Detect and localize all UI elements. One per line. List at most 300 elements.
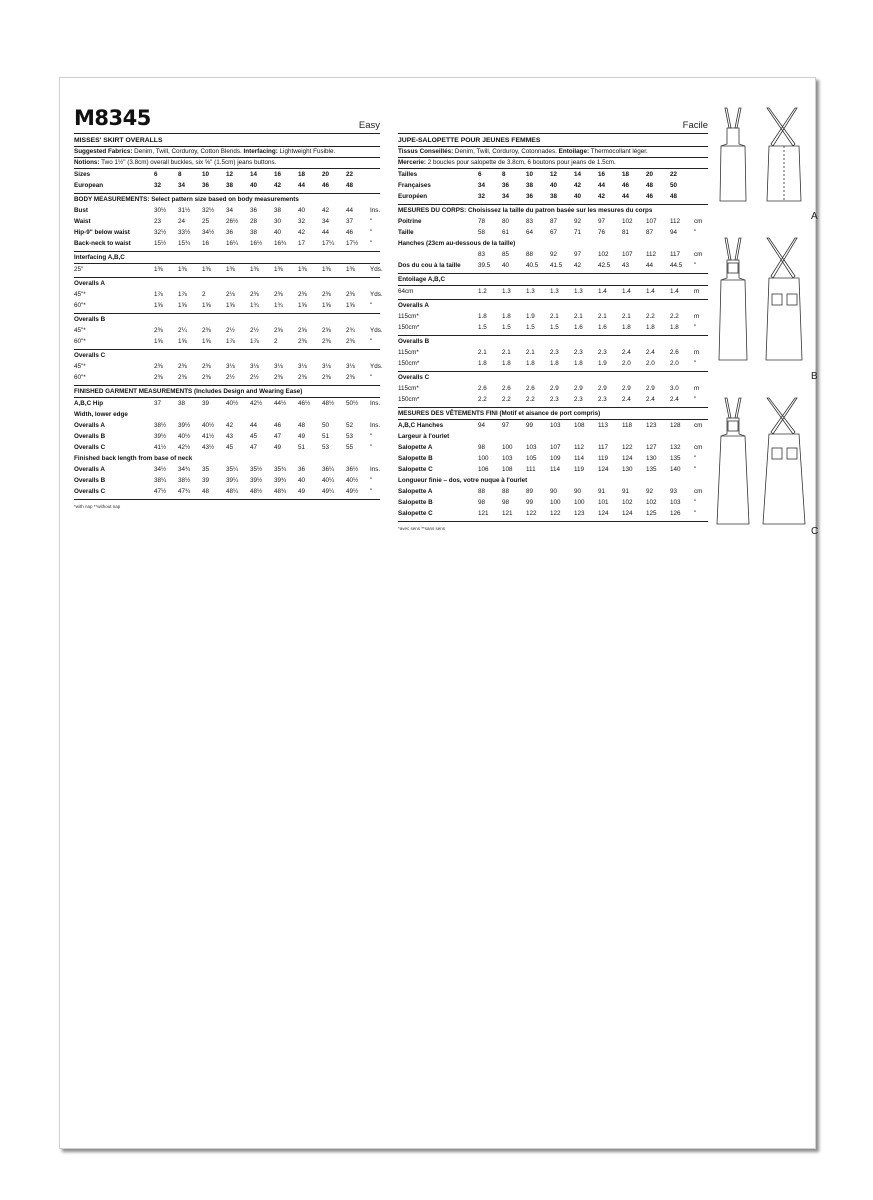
- table-cell: 39½: [154, 433, 167, 440]
- size-table-fr: [398, 169, 708, 205]
- table-cell: 2.1: [478, 349, 487, 356]
- table-cell: 34: [178, 182, 186, 189]
- table-row: [398, 508, 708, 519]
- table-cell: 35½: [250, 466, 263, 473]
- table-cell: 46½: [298, 400, 311, 407]
- row-label: 60"*: [74, 338, 86, 345]
- table-row: [74, 475, 380, 486]
- table-cell: 38½: [178, 477, 191, 484]
- unit-cell: ": [694, 510, 697, 517]
- table-row: [74, 420, 380, 431]
- table-cell: 130: [622, 466, 633, 473]
- table-cell: 10: [202, 171, 210, 178]
- table-cell: 1.2: [478, 288, 487, 295]
- table-cell: 1⅝: [178, 338, 187, 345]
- table-cell: 2.6: [478, 385, 487, 392]
- table-cell: 1⅝: [202, 302, 211, 309]
- finished-measurements-heading: FINISHED GARMENT MEASUREMENTS (Includes Design and Wearing Ease): [74, 386, 380, 398]
- table-cell: 140: [670, 466, 681, 473]
- overalls-a-heading: Overalls A: [74, 280, 105, 287]
- row-label: Bust: [74, 207, 88, 214]
- table-cell: 43: [226, 433, 234, 440]
- table-cell: 15½: [154, 240, 167, 247]
- table-cell: 2.3: [598, 349, 607, 356]
- table-cell: 2⅜: [322, 374, 331, 381]
- table-cell: 38: [526, 182, 534, 189]
- table-cell: 98: [502, 499, 510, 506]
- table-cell: 2½: [250, 327, 259, 334]
- table-cell: 1⅝: [226, 302, 235, 309]
- table-cell: 2.4: [622, 396, 631, 403]
- table-cell: 1⅞: [226, 338, 235, 345]
- unit-cell: ": [370, 433, 373, 440]
- table-cell: 1.6: [574, 324, 583, 331]
- english-header: [74, 106, 380, 134]
- table-cell: 50: [670, 182, 678, 189]
- interfacing-heading-fr: Entoilage A,B,C: [398, 274, 708, 286]
- table-cell: 83: [478, 251, 486, 258]
- table-cell: 91: [622, 488, 630, 495]
- table-cell: 1.5: [526, 324, 535, 331]
- table-cell: 1.4: [622, 288, 631, 295]
- table-cell: 55: [346, 444, 354, 451]
- table-cell: 88: [502, 488, 510, 495]
- table-cell: 1.8: [478, 313, 487, 320]
- table-cell: 94: [478, 422, 486, 429]
- table-cell: 1⅜: [274, 266, 283, 273]
- table-row: [398, 420, 708, 431]
- table-cell: 1¾: [274, 302, 283, 309]
- difficulty-level-fr: Facile: [682, 120, 708, 131]
- row-label: 60"*: [74, 302, 86, 309]
- table-cell: 64: [526, 229, 534, 236]
- table-cell: 1.5: [550, 324, 559, 331]
- table-cell: 41.5: [550, 262, 563, 269]
- table-cell: 28: [250, 218, 258, 225]
- table-cell: 2⅜: [298, 338, 307, 345]
- table-cell: 32: [478, 193, 486, 200]
- unit-cell: cm: [694, 488, 703, 495]
- table-cell: 1.3: [502, 288, 511, 295]
- table-cell: 18: [298, 171, 306, 178]
- table-cell: 1⅝: [322, 302, 331, 309]
- table-cell: 46: [346, 229, 354, 236]
- table-cell: 10: [526, 171, 534, 178]
- table-cell: 2: [274, 338, 278, 345]
- table-cell: 25: [202, 218, 210, 225]
- table-cell: 100: [574, 499, 585, 506]
- table-cell: 92: [550, 251, 558, 258]
- table-cell: 101: [598, 499, 609, 506]
- row-label: 150cm*: [398, 324, 420, 331]
- table-cell: 71: [574, 229, 582, 236]
- table-cell: 2.2: [526, 396, 535, 403]
- unit-cell: ": [370, 488, 373, 495]
- table-cell: 49: [298, 488, 306, 495]
- unit-cell: m: [694, 313, 700, 320]
- table-cell: 46: [322, 182, 330, 189]
- table-cell: 44: [646, 262, 654, 269]
- row-label: Européen: [398, 193, 428, 200]
- table-row: [398, 486, 708, 497]
- table-cell: 6: [154, 171, 158, 178]
- table-cell: 1⅝: [202, 338, 211, 345]
- table-cell: 16: [598, 171, 606, 178]
- table-cell: 2⅜: [202, 363, 211, 370]
- size-table: [74, 169, 380, 194]
- row-label: A,B,C Hanches: [398, 422, 444, 429]
- width-table-fr: [398, 442, 708, 475]
- unit-cell: ": [694, 360, 697, 367]
- table-cell: 1⅜: [346, 266, 355, 273]
- table-cell: 34: [478, 182, 486, 189]
- unit-cell: Yds.: [370, 327, 383, 334]
- table-cell: 2⅛: [226, 291, 235, 298]
- unit-cell: ": [370, 477, 373, 484]
- table-cell: 2⅜: [250, 291, 259, 298]
- unit-cell: cm: [694, 422, 703, 429]
- table-row: [398, 442, 708, 453]
- unit-cell: ": [370, 338, 373, 345]
- unit-cell: ": [694, 229, 697, 236]
- table-cell: 1⅞: [178, 291, 187, 298]
- table-cell: 2.1: [526, 349, 535, 356]
- table-cell: 2⅜: [178, 363, 187, 370]
- table-cell: 1.4: [598, 288, 607, 295]
- french-header: [398, 106, 708, 134]
- unit-cell: Ins.: [370, 466, 381, 473]
- table-cell: 1⅞: [250, 338, 259, 345]
- table-cell: 92: [646, 488, 654, 495]
- difficulty-level: Easy: [358, 120, 380, 131]
- row-label: A,B,C Hip: [74, 400, 104, 407]
- overalls-a-drawing: [715, 106, 807, 216]
- table-cell: 38: [550, 193, 558, 200]
- overalls-b-drawing: [715, 236, 807, 376]
- row-label: 45"*: [74, 291, 86, 298]
- row-label: Salopette A: [398, 488, 433, 495]
- row-label: Salopette C: [398, 510, 433, 517]
- table-row: [398, 322, 708, 333]
- table-cell: 87: [646, 229, 654, 236]
- table-cell: 1.9: [598, 360, 607, 367]
- table-row: [74, 372, 380, 383]
- table-cell: 34: [322, 218, 330, 225]
- table-cell: 2.9: [574, 385, 583, 392]
- table-cell: 46: [646, 193, 654, 200]
- table-cell: 36: [202, 182, 210, 189]
- body-measurements-table: [74, 205, 380, 252]
- table-cell: 20: [322, 171, 330, 178]
- row-label: Back-neck to waist: [74, 240, 131, 247]
- table-cell: 1.8: [502, 313, 511, 320]
- table-cell: 100: [550, 499, 561, 506]
- table-row: [398, 249, 708, 260]
- table-cell: 16¾: [274, 240, 287, 247]
- row-label: Tailles: [398, 171, 418, 178]
- unit-cell: Ins.: [370, 400, 381, 407]
- table-cell: 36: [526, 193, 534, 200]
- table-cell: 39¼: [226, 477, 239, 484]
- row-label: 64cm: [398, 288, 414, 295]
- table-cell: 32½: [202, 207, 215, 214]
- figure-label-b: B: [811, 371, 818, 382]
- table-cell: 2.0: [670, 360, 679, 367]
- table-row: [74, 398, 380, 409]
- table-cell: 1¾: [250, 302, 259, 309]
- table-cell: 48: [298, 422, 306, 429]
- table-row: [74, 336, 380, 347]
- body-measurements-table-fr-2: [398, 249, 708, 274]
- table-cell: 1.4: [670, 288, 679, 295]
- table-cell: 16¼: [226, 240, 239, 247]
- table-cell: 41½: [154, 444, 167, 451]
- table-cell: 39.5: [478, 262, 491, 269]
- table-cell: 3.0: [670, 385, 679, 392]
- table-cell: 40¼: [322, 477, 335, 484]
- table-row: [398, 347, 708, 358]
- table-cell: 37: [346, 218, 354, 225]
- table-cell: 97: [574, 251, 582, 258]
- table-cell: 35¾: [274, 466, 287, 473]
- table-cell: 2⅜: [298, 291, 307, 298]
- row-label: Waist: [74, 218, 91, 225]
- table-cell: 85: [502, 251, 510, 258]
- table-cell: 2¼: [178, 327, 187, 334]
- table-cell: 33½: [178, 229, 191, 236]
- row-label: Overalls A: [74, 466, 105, 473]
- row-label: Overalls C: [74, 444, 106, 451]
- table-cell: 12: [550, 171, 558, 178]
- table-cell: 44: [598, 182, 606, 189]
- table-cell: 2.9: [598, 385, 607, 392]
- table-cell: 36½: [346, 466, 359, 473]
- table-cell: 34: [502, 193, 510, 200]
- interfacing-table: [74, 264, 383, 278]
- table-cell: 2½: [250, 374, 259, 381]
- table-cell: 2⅜: [274, 374, 283, 381]
- table-row: [74, 442, 380, 453]
- pattern-sheet: [59, 77, 819, 1149]
- table-cell: 83: [526, 218, 534, 225]
- table-cell: 36: [502, 182, 510, 189]
- table-cell: 2⅜: [298, 374, 307, 381]
- table-cell: 40: [274, 229, 282, 236]
- row-label: Overalls B: [74, 433, 106, 440]
- table-cell: 8: [178, 171, 182, 178]
- table-cell: 49¼: [322, 488, 335, 495]
- unit-cell: Ins.: [370, 207, 381, 214]
- table-cell: 38: [274, 207, 282, 214]
- overalls-b-heading: Overalls B: [74, 316, 106, 323]
- table-cell: 42½: [178, 444, 191, 451]
- table-cell: 108: [502, 466, 513, 473]
- table-cell: 44: [298, 182, 306, 189]
- table-cell: 124: [622, 455, 633, 462]
- table-cell: 76: [598, 229, 606, 236]
- table-cell: 2.2: [670, 313, 679, 320]
- table-cell: 30: [274, 218, 282, 225]
- row-label: Hip-9" below waist: [74, 229, 130, 236]
- table-cell: 2.1: [574, 313, 583, 320]
- row-label: Overalls B: [74, 477, 106, 484]
- table-cell: 42½: [250, 400, 263, 407]
- table-row: [74, 180, 380, 191]
- table-cell: 38¼: [154, 477, 167, 484]
- table-cell: 2.1: [502, 349, 511, 356]
- unit-cell: cm: [694, 218, 703, 225]
- table-row: [74, 486, 380, 497]
- table-cell: 53: [346, 433, 354, 440]
- table-row: [74, 431, 380, 442]
- technical-drawings: [715, 106, 819, 537]
- table-cell: 2.9: [646, 385, 655, 392]
- table-cell: 2.2: [502, 396, 511, 403]
- table-row: [398, 453, 708, 464]
- table-cell: 34½: [154, 466, 167, 473]
- table-cell: 97: [598, 218, 606, 225]
- table-cell: 78: [478, 218, 486, 225]
- unit-cell: ": [694, 466, 697, 473]
- row-label: 150cm*: [398, 360, 420, 367]
- body-measurements-heading-fr: MESURES DU CORPS: Choisissez la taille du patron basée sur les mesures du corps: [398, 207, 653, 214]
- table-cell: 40.5: [526, 262, 539, 269]
- table-cell: 102: [622, 499, 633, 506]
- unit-cell: ": [370, 240, 373, 247]
- table-cell: 92: [574, 218, 582, 225]
- table-cell: 36¼: [322, 466, 335, 473]
- table-cell: 34: [226, 207, 234, 214]
- table-cell: 50½: [346, 400, 359, 407]
- table-cell: 112: [670, 218, 681, 225]
- table-cell: 1.8: [478, 360, 487, 367]
- body-measurements-table-fr: [398, 216, 708, 238]
- table-cell: 2⅝: [274, 327, 283, 334]
- table-cell: 48: [202, 488, 210, 495]
- table-cell: 117: [598, 444, 609, 451]
- table-cell: 114: [574, 455, 585, 462]
- row-label: Overalls C: [74, 488, 106, 495]
- table-cell: 2.4: [622, 349, 631, 356]
- table-row: [398, 260, 708, 271]
- table-cell: 44½: [274, 400, 287, 407]
- table-cell: 36: [298, 466, 306, 473]
- table-cell: 43: [622, 262, 630, 269]
- table-cell: 30½: [154, 207, 167, 214]
- table-cell: 123: [646, 422, 657, 429]
- table-cell: 100: [478, 455, 489, 462]
- table-cell: 106: [478, 466, 489, 473]
- table-cell: 38: [250, 229, 258, 236]
- table-cell: 45: [250, 433, 258, 440]
- row-label: Salopette B: [398, 455, 433, 462]
- table-cell: 2⅜: [202, 374, 211, 381]
- unit-cell: m: [694, 385, 700, 392]
- table-cell: 107: [622, 251, 633, 258]
- table-cell: 1.5: [478, 324, 487, 331]
- table-cell: 2⅜: [154, 327, 163, 334]
- table-row: [398, 383, 708, 394]
- table-cell: 40: [250, 182, 258, 189]
- row-label: Salopette C: [398, 466, 433, 473]
- table-cell: 1⅜: [322, 266, 331, 273]
- row-label: Sizes: [74, 171, 91, 178]
- pattern-title: MISSES' SKIRT OVERALLS: [74, 135, 380, 147]
- table-cell: 2⅜: [346, 374, 355, 381]
- table-cell: 113: [598, 422, 609, 429]
- table-cell: 17½: [346, 240, 359, 247]
- table-cell: 35: [202, 466, 210, 473]
- table-cell: 2.6: [502, 385, 511, 392]
- table-cell: 53: [322, 444, 330, 451]
- table-cell: 46: [622, 182, 630, 189]
- table-cell: 1⅜: [226, 266, 235, 273]
- table-cell: 1.8: [670, 324, 679, 331]
- table-cell: 39½: [178, 422, 191, 429]
- interfacing-heading: Interfacing A,B,C: [74, 252, 380, 264]
- table-cell: 2⅜: [322, 338, 331, 345]
- table-cell: 2⅜: [322, 291, 331, 298]
- table-cell: 44: [250, 422, 258, 429]
- table-cell: 107: [646, 218, 657, 225]
- table-cell: 46: [274, 422, 282, 429]
- table-cell: 12: [226, 171, 234, 178]
- table-row: [74, 300, 380, 311]
- interfacing-table-fr: [398, 286, 708, 300]
- table-row: [398, 169, 708, 180]
- table-cell: 48¾: [274, 488, 287, 495]
- table-cell: 102: [622, 218, 633, 225]
- row-label: 150cm*: [398, 396, 420, 403]
- table-cell: 2.9: [622, 385, 631, 392]
- figure-label-c: C: [811, 526, 819, 537]
- row-label: 45"*: [74, 327, 86, 334]
- table-cell: 3⅛: [298, 363, 307, 370]
- length-table: [74, 464, 380, 500]
- table-cell: 1.3: [550, 288, 559, 295]
- table-cell: 1.8: [502, 360, 511, 367]
- table-cell: 39: [202, 477, 210, 484]
- table-cell: 2⅝: [322, 327, 331, 334]
- table-row: [74, 289, 383, 300]
- table-cell: 1⅝: [154, 302, 163, 309]
- table-cell: 42: [574, 262, 582, 269]
- table-cell: 15¾: [178, 240, 191, 247]
- pattern-title-fr: JUPE-SALOPETTE POUR JEUNES FEMMES: [398, 135, 708, 147]
- table-cell: 2.9: [550, 385, 559, 392]
- row-label: [398, 249, 478, 260]
- overalls-b-yardage: [74, 325, 383, 350]
- table-cell: 2.0: [646, 360, 655, 367]
- table-cell: 97: [502, 422, 510, 429]
- table-cell: 114: [550, 466, 561, 473]
- table-cell: 3⅛: [274, 363, 283, 370]
- table-cell: 42.5: [598, 262, 611, 269]
- table-cell: 14: [574, 171, 582, 178]
- finished-measurements-heading-fr: MESURES DES VÊTEMENTS FINI (Motif et aisance de port compris): [398, 408, 708, 420]
- table-cell: 34½: [202, 229, 215, 236]
- table-cell: 52: [346, 422, 354, 429]
- overalls-b-heading-fr: Overalls B: [398, 338, 430, 345]
- table-row: [398, 191, 708, 202]
- table-cell: 2.3: [574, 396, 583, 403]
- table-row: [398, 311, 708, 322]
- table-cell: 99: [526, 422, 534, 429]
- table-row: [74, 464, 380, 475]
- pattern-code: M8345: [74, 106, 151, 130]
- table-cell: 93: [670, 488, 678, 495]
- table-cell: 2.2: [646, 313, 655, 320]
